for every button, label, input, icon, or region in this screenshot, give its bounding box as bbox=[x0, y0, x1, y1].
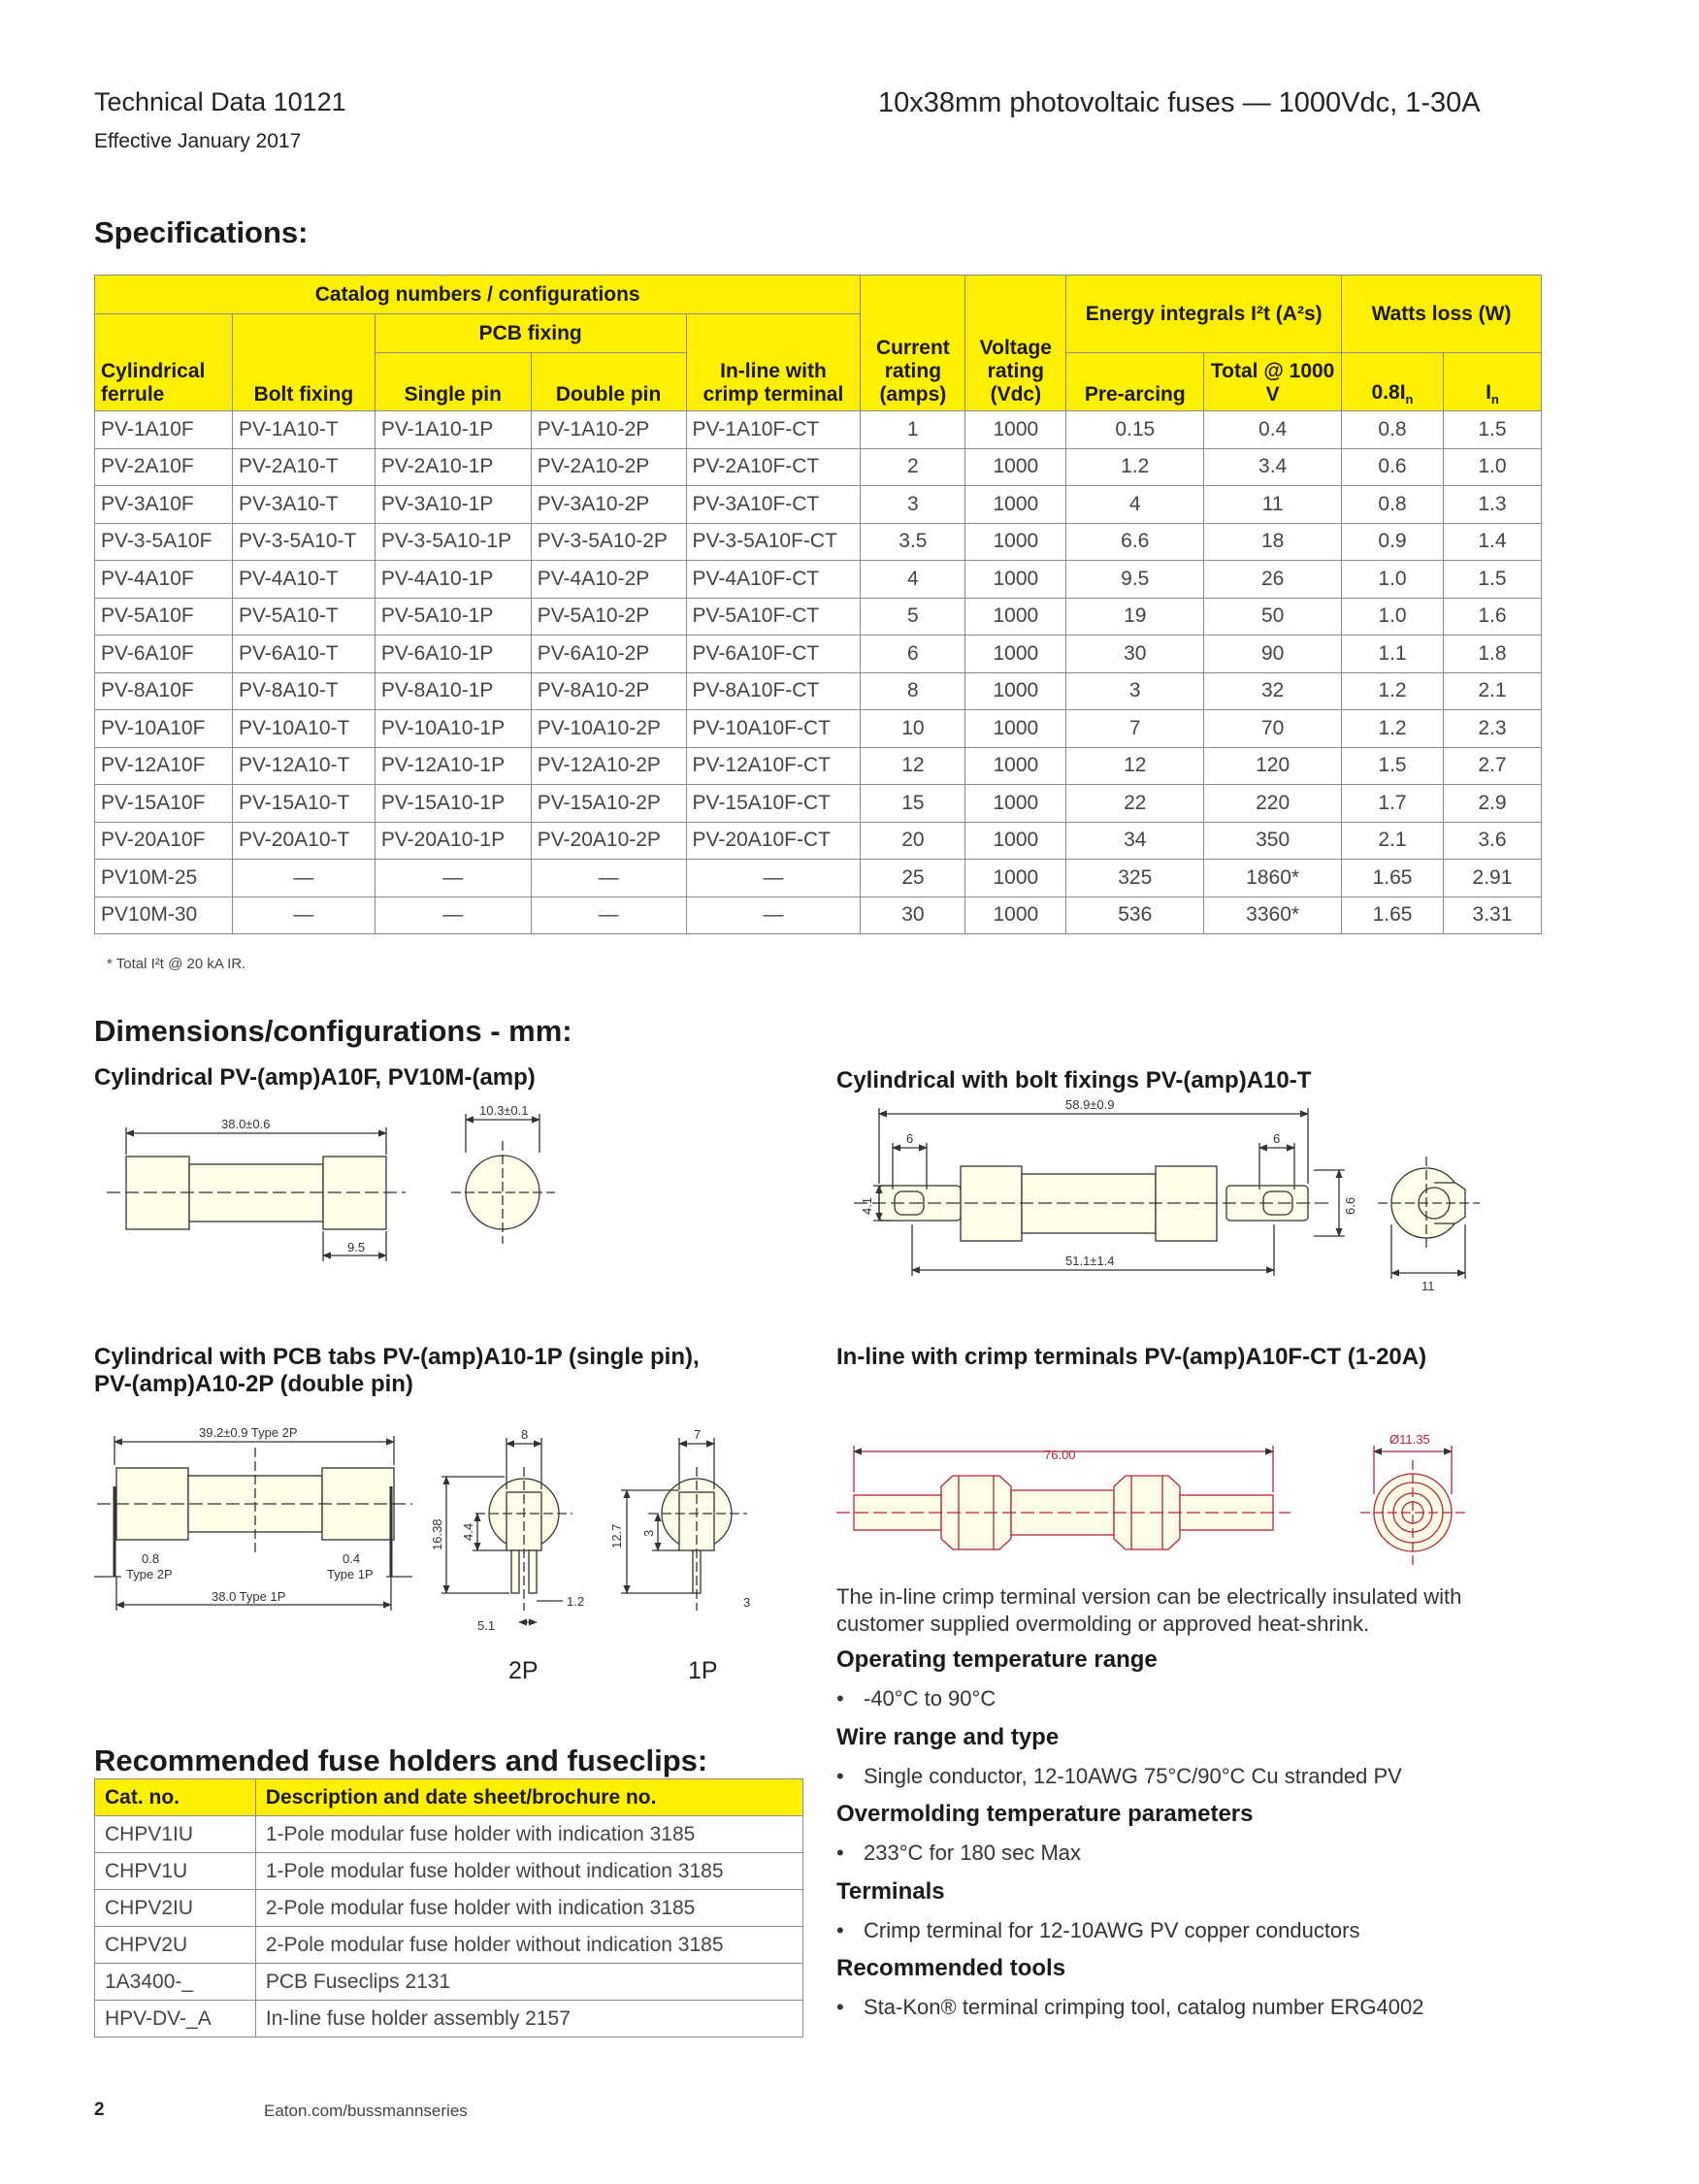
table-cell: PV10M-30 bbox=[95, 896, 233, 934]
op-temp-title: Operating temperature range bbox=[836, 1646, 1158, 1673]
table-cell: — bbox=[531, 896, 686, 934]
table-cell: PV-8A10-1P bbox=[375, 672, 531, 710]
table-cell: 20 bbox=[861, 822, 965, 860]
table-cell: 10 bbox=[861, 710, 965, 748]
table-cell: PV-3-5A10F-CT bbox=[686, 523, 861, 561]
header-watts-08in: $0.8I_n$ bbox=[1342, 353, 1444, 411]
table-cell: PV-10A10-2P bbox=[531, 710, 686, 748]
inline-description: The in-line crimp terminal version can be electrically insulated with customer supplied overmolding or approved heat-shrink. bbox=[836, 1584, 1462, 1636]
cylindrical-title: Cylindrical PV-(amp)A10F, PV10M-(amp) bbox=[94, 1064, 536, 1091]
header-cylindrical: Cylindrical ferrule bbox=[95, 314, 233, 411]
table-cell: 1.2 bbox=[1066, 448, 1204, 486]
table-cell: PV-10A10-T bbox=[232, 710, 375, 748]
table-cell: PV-3-5A10-T bbox=[232, 523, 375, 561]
table-cell: 6 bbox=[861, 636, 965, 673]
bolt-h1-label: 4.1 bbox=[860, 1196, 874, 1215]
p1-height-label: 12.7 bbox=[609, 1523, 624, 1548]
table-cell: 1.0 bbox=[1342, 561, 1444, 599]
table-cell: 5 bbox=[861, 598, 965, 636]
table-cell: PV-1A10F-CT bbox=[686, 411, 861, 449]
table-cell: PV-15A10-1P bbox=[375, 785, 531, 823]
table-cell: 7 bbox=[1066, 710, 1204, 748]
table-cell: 2.1 bbox=[1342, 822, 1444, 860]
table-cell: 220 bbox=[1204, 785, 1342, 823]
cylindrical-fuse-end-view bbox=[451, 1114, 555, 1244]
table-cell: CHPV2IU bbox=[95, 1890, 256, 1927]
header-pre-arcing: Pre-arcing bbox=[1066, 353, 1204, 411]
label-1p: 1P bbox=[688, 1657, 718, 1684]
tools-title: Recommended tools bbox=[836, 1955, 1066, 1981]
table-cell: PV-8A10F-CT bbox=[686, 672, 861, 710]
table-cell: PV-15A10F-CT bbox=[686, 785, 861, 823]
terminals-value: • Crimp terminal for 12-10AWG PV copper conductors bbox=[864, 1918, 1360, 1943]
table-cell: 1.5 bbox=[1342, 747, 1444, 785]
table-cell: 120 bbox=[1204, 747, 1342, 785]
table-cell: 1000 bbox=[965, 598, 1066, 636]
table-cell: PV-4A10F bbox=[95, 561, 233, 599]
table-cell: 50 bbox=[1204, 598, 1342, 636]
page-title: 10x38mm photovoltaic fuses — 1000Vdc, 1-30A bbox=[878, 87, 1481, 118]
inline-diameter-label: Ø11.35 bbox=[1389, 1432, 1430, 1447]
op-temp-value: • -40°C to 90°C bbox=[864, 1686, 996, 1711]
table-row bbox=[95, 1964, 803, 2001]
pcb-body-label: 38.0 Type 1P bbox=[212, 1589, 286, 1604]
p2-height2-label: 4.4 bbox=[461, 1522, 475, 1541]
table-cell: 1000 bbox=[965, 636, 1066, 673]
table-cell: 9.5 bbox=[1066, 561, 1204, 599]
table-cell: PV10M-25 bbox=[95, 860, 233, 897]
terminals-title: Terminals bbox=[836, 1878, 945, 1905]
header-bolt: Bolt fixing bbox=[232, 314, 375, 411]
header-double-pin: Double pin bbox=[531, 353, 686, 411]
table-cell: 15 bbox=[861, 785, 965, 823]
table-cell: PV-8A10-T bbox=[232, 672, 375, 710]
table-cell: PV-20A10F bbox=[95, 822, 233, 860]
table-cell: — bbox=[531, 860, 686, 897]
table-cell: PV-4A10-T bbox=[232, 561, 375, 599]
table-cell: PV-3A10-T bbox=[232, 486, 375, 524]
table-cell: 325 bbox=[1066, 860, 1204, 897]
header-energy-group: Energy integrals I²t (A²s) bbox=[1066, 276, 1342, 353]
specifications-footnote: * Total I²t @ 20 kA IR. bbox=[107, 956, 246, 972]
table-cell: 1000 bbox=[965, 561, 1066, 599]
cyl-cap-label: 9.5 bbox=[347, 1240, 366, 1255]
table-cell: PV-2A10-1P bbox=[375, 448, 531, 486]
table-cell: 1000 bbox=[965, 523, 1066, 561]
p1-width-label: 7 bbox=[694, 1427, 702, 1442]
table-cell: 1.6 bbox=[1443, 598, 1541, 636]
table-cell: PV-10A10-1P bbox=[375, 710, 531, 748]
holders-heading: Recommended fuse holders and fuseclips: bbox=[94, 1744, 708, 1777]
bolt-side-label: 11 bbox=[1421, 1279, 1435, 1293]
header-inline: In-line with crimp terminal bbox=[686, 314, 861, 411]
table-cell: 1.65 bbox=[1342, 860, 1444, 897]
table-cell: 4 bbox=[861, 561, 965, 599]
table-cell: CHPV1IU bbox=[95, 1816, 256, 1853]
table-cell: PV-20A10-1P bbox=[375, 822, 531, 860]
pcb-1p-pin-b: Type 1P bbox=[327, 1567, 374, 1581]
table-cell: PV-6A10-2P bbox=[531, 636, 686, 673]
table-cell: 1000 bbox=[965, 672, 1066, 710]
table-cell: 1-Pole modular fuse holder with indication 3185 bbox=[255, 1816, 802, 1853]
table-cell: 1000 bbox=[965, 486, 1066, 524]
table-cell: PV-5A10F-CT bbox=[686, 598, 861, 636]
header-total: Total @ 1000 V bbox=[1204, 353, 1342, 411]
table-cell: PV-2A10-2P bbox=[531, 448, 686, 486]
table-row bbox=[95, 2001, 803, 2037]
table-cell: PV-5A10-T bbox=[232, 598, 375, 636]
header-voltage: Voltage rating (Vdc) bbox=[965, 276, 1066, 411]
table-cell: 1000 bbox=[965, 448, 1066, 486]
inline-length-label: 76.00 bbox=[1044, 1448, 1076, 1462]
footer-url: Eaton.com/bussmannseries bbox=[264, 2102, 468, 2120]
inline-title: In-line with crimp terminals PV-(amp)A10F-CT (1-20A) bbox=[836, 1344, 1427, 1370]
inline-fuse-end-view bbox=[1360, 1446, 1465, 1565]
table-row bbox=[95, 1890, 803, 1927]
table-cell: PV-12A10-2P bbox=[531, 747, 686, 785]
label-2p: 2P bbox=[508, 1657, 539, 1684]
table-cell: PV-15A10F bbox=[95, 785, 233, 823]
table-cell: PV-5A10-2P bbox=[531, 598, 686, 636]
cyl-length-label: 38.0±0.6 bbox=[221, 1117, 271, 1131]
p2-base-label: 5.1 bbox=[477, 1618, 496, 1633]
table-cell: PV-1A10-1P bbox=[375, 411, 531, 449]
table-cell: PV-6A10-T bbox=[232, 636, 375, 673]
table-cell: 70 bbox=[1204, 710, 1342, 748]
table-cell: 12 bbox=[861, 747, 965, 785]
overmold-title: Overmolding temperature parameters bbox=[836, 1801, 1254, 1827]
table-cell: 1.1 bbox=[1342, 636, 1444, 673]
doc-number: Technical Data 10121 bbox=[94, 87, 346, 116]
table-cell: 2.91 bbox=[1443, 860, 1541, 897]
table-cell: PV-10A10F-CT bbox=[686, 710, 861, 748]
table-cell: 1000 bbox=[965, 710, 1066, 748]
table-cell: 1.0 bbox=[1342, 598, 1444, 636]
table-cell: 1.5 bbox=[1443, 561, 1541, 599]
table-cell: 1000 bbox=[965, 860, 1066, 897]
header-current: Current rating (amps) bbox=[861, 276, 965, 411]
bolt-fuse-end-view bbox=[1378, 1157, 1480, 1279]
bolt-title: Cylindrical with bolt fixings PV-(amp)A10-T bbox=[836, 1067, 1312, 1093]
table-cell: PV-10A10F bbox=[95, 710, 233, 748]
table-cell: — bbox=[232, 896, 375, 934]
pcb-1p-end-view bbox=[621, 1438, 747, 1611]
table-cell: CHPV1U bbox=[95, 1853, 256, 1890]
table-cell: PV-3-5A10-2P bbox=[531, 523, 686, 561]
table-cell: PV-2A10F bbox=[95, 448, 233, 486]
pcb-2p-pin-b: Type 2P bbox=[126, 1567, 173, 1581]
table-cell: PV-6A10F-CT bbox=[686, 636, 861, 673]
table-cell: 2-Pole modular fuse holder without indication 3185 bbox=[255, 1927, 802, 1964]
table-cell: PV-20A10F-CT bbox=[686, 822, 861, 860]
table-cell: 4 bbox=[1066, 486, 1204, 524]
header-catalog-group: Catalog numbers / configurations bbox=[95, 276, 861, 314]
table-cell: PV-8A10F bbox=[95, 672, 233, 710]
table-cell: 0.6 bbox=[1342, 448, 1444, 486]
table-cell: 0.9 bbox=[1342, 523, 1444, 561]
table-cell: PV-12A10F bbox=[95, 747, 233, 785]
table-cell: PV-1A10F bbox=[95, 411, 233, 449]
p2-height-label: 16.38 bbox=[430, 1518, 444, 1550]
header-single-pin: Single pin bbox=[375, 353, 531, 411]
table-cell: 2.9 bbox=[1443, 785, 1541, 823]
table-cell: 26 bbox=[1204, 561, 1342, 599]
page-number: 2 bbox=[94, 2100, 105, 2120]
table-cell: PV-3-5A10-1P bbox=[375, 523, 531, 561]
table-cell: PV-8A10-2P bbox=[531, 672, 686, 710]
table-cell: 2.7 bbox=[1443, 747, 1541, 785]
holders-header-desc: Description and date sheet/brochure no. bbox=[255, 1779, 802, 1816]
table-cell: PV-2A10F-CT bbox=[686, 448, 861, 486]
holders-header-cat: Cat. no. bbox=[95, 1779, 256, 1816]
table-cell: 2-Pole modular fuse holder with indication 3185 bbox=[255, 1890, 802, 1927]
table-cell: 25 bbox=[861, 860, 965, 897]
table-cell: 18 bbox=[1204, 523, 1342, 561]
table-cell: 1.65 bbox=[1342, 896, 1444, 934]
table-cell: PV-5A10-1P bbox=[375, 598, 531, 636]
pcb-title-2: PV-(amp)A10-2P (double pin) bbox=[94, 1371, 413, 1397]
table-cell: PV-4A10-1P bbox=[375, 561, 531, 599]
tools-value: • Sta-Kon® terminal crimping tool, catalog number ERG4002 bbox=[864, 1995, 1424, 2020]
table-cell: 2.3 bbox=[1443, 710, 1541, 748]
table-cell: 8 bbox=[861, 672, 965, 710]
holders-table bbox=[94, 1778, 803, 2037]
table-cell: PV-12A10-T bbox=[232, 747, 375, 785]
table-cell: PV-4A10-2P bbox=[531, 561, 686, 599]
pcb-fuse-side-view bbox=[94, 1436, 412, 1611]
table-cell: 1.5 bbox=[1443, 411, 1541, 449]
table-cell: HPV-DV-_A bbox=[95, 2001, 256, 2037]
table-cell: PV-1A10-2P bbox=[531, 411, 686, 449]
table-cell: PV-15A10-2P bbox=[531, 785, 686, 823]
table-cell: — bbox=[232, 860, 375, 897]
table-cell: 2.1 bbox=[1443, 672, 1541, 710]
table-cell: 3.5 bbox=[861, 523, 965, 561]
table-row bbox=[95, 1816, 803, 1853]
table-cell: 12 bbox=[1066, 747, 1204, 785]
table-cell: — bbox=[686, 860, 861, 897]
table-row bbox=[95, 1853, 803, 1890]
specifications-heading: Specifications: bbox=[94, 215, 309, 249]
table-cell: 0.8 bbox=[1342, 411, 1444, 449]
p1-height2-label: 3 bbox=[641, 1529, 656, 1537]
table-cell: 536 bbox=[1066, 896, 1204, 934]
dimensions-heading: Dimensions/configurations - mm: bbox=[94, 1014, 572, 1048]
p2-width-label: 8 bbox=[521, 1427, 529, 1442]
table-cell: PV-20A10-T bbox=[232, 822, 375, 860]
table-cell: 1-Pole modular fuse holder without indication 3185 bbox=[255, 1853, 802, 1890]
header-pcb-group: PCB fixing bbox=[375, 314, 686, 353]
table-cell: PV-3A10F-CT bbox=[686, 486, 861, 524]
table-cell: 30 bbox=[861, 896, 965, 934]
bolt-inner-label: 51.1±1.4 bbox=[1065, 1254, 1115, 1268]
table-cell: 3360* bbox=[1204, 896, 1342, 934]
table-cell: 1.8 bbox=[1443, 636, 1541, 673]
table-cell: 1860* bbox=[1204, 860, 1342, 897]
table-cell: 3.31 bbox=[1443, 896, 1541, 934]
table-cell: PV-3A10F bbox=[95, 486, 233, 524]
table-cell: 1000 bbox=[965, 822, 1066, 860]
table-cell: PV-6A10-1P bbox=[375, 636, 531, 673]
table-cell: 1.4 bbox=[1443, 523, 1541, 561]
table-cell: 32 bbox=[1204, 672, 1342, 710]
bolt-length-label: 58.9±0.9 bbox=[1065, 1097, 1115, 1112]
table-cell: — bbox=[686, 896, 861, 934]
overmold-value: • 233°C for 180 sec Max bbox=[864, 1841, 1081, 1866]
table-row bbox=[95, 1927, 803, 1964]
table-cell: 1000 bbox=[965, 785, 1066, 823]
table-cell: PV-2A10-T bbox=[232, 448, 375, 486]
bolt-fuse-side-view bbox=[854, 1108, 1345, 1276]
table-cell: 34 bbox=[1066, 822, 1204, 860]
table-cell: 3.4 bbox=[1204, 448, 1342, 486]
table-cell: 1.2 bbox=[1342, 710, 1444, 748]
wire-value: • Single conductor, 12-10AWG 75°C/90°C Cu stranded PV bbox=[864, 1764, 1402, 1789]
table-cell: PV-5A10F bbox=[95, 598, 233, 636]
table-cell: PCB Fuseclips 2131 bbox=[255, 1964, 802, 2001]
table-cell: 1.0 bbox=[1443, 448, 1541, 486]
table-cell: 350 bbox=[1204, 822, 1342, 860]
pcb-1p-pin-a: 0.4 bbox=[343, 1551, 361, 1566]
p2-pin-label: 1.2 bbox=[567, 1594, 585, 1609]
table-cell: PV-1A10-T bbox=[232, 411, 375, 449]
table-cell: PV-6A10F bbox=[95, 636, 233, 673]
table-cell: 1.3 bbox=[1443, 486, 1541, 524]
table-cell: 1000 bbox=[965, 411, 1066, 449]
table-cell: PV-12A10-1P bbox=[375, 747, 531, 785]
table-cell: 0.4 bbox=[1204, 411, 1342, 449]
table-cell: CHPV2U bbox=[95, 1927, 256, 1964]
header-watts-group: Watts loss (W) bbox=[1342, 276, 1542, 353]
table-cell: 0.15 bbox=[1066, 411, 1204, 449]
table-cell: 19 bbox=[1066, 598, 1204, 636]
table-cell: PV-3-5A10F bbox=[95, 523, 233, 561]
table-cell: 1000 bbox=[965, 896, 1066, 934]
table-cell: PV-3A10-2P bbox=[531, 486, 686, 524]
table-cell: 22 bbox=[1066, 785, 1204, 823]
table-cell: 1 bbox=[861, 411, 965, 449]
table-cell: 1000 bbox=[965, 747, 1066, 785]
table-cell: — bbox=[375, 860, 531, 897]
effective-date: Effective January 2017 bbox=[94, 130, 302, 152]
bolt-tab2-label: 6 bbox=[1273, 1131, 1281, 1146]
table-cell: 90 bbox=[1204, 636, 1342, 673]
pcb-2p-pin-a: 0.8 bbox=[142, 1551, 160, 1566]
table-cell: 1.7 bbox=[1342, 785, 1444, 823]
table-cell: — bbox=[375, 896, 531, 934]
table-cell: 11 bbox=[1204, 486, 1342, 524]
table-cell: In-line fuse holder assembly 2157 bbox=[255, 2001, 802, 2037]
table-cell: 1.2 bbox=[1342, 672, 1444, 710]
table-cell: 1A3400-_ bbox=[95, 1964, 256, 2001]
table-cell: 0.8 bbox=[1342, 486, 1444, 524]
pcb-title-1: Cylindrical with PCB tabs PV-(amp)A10-1P (single pin), bbox=[94, 1344, 700, 1370]
wire-title: Wire range and type bbox=[836, 1724, 1060, 1750]
bolt-h2-label: 6.6 bbox=[1343, 1196, 1357, 1215]
cyl-diameter-label: 10.3±0.1 bbox=[479, 1103, 529, 1118]
table-cell: 3 bbox=[1066, 672, 1204, 710]
table-cell: PV-12A10F-CT bbox=[686, 747, 861, 785]
pcb-length-label: 39.2±0.9 Type 2P bbox=[199, 1425, 298, 1440]
table-cell: PV-15A10-T bbox=[232, 785, 375, 823]
p1-pin-label: 3 bbox=[743, 1595, 751, 1610]
table-cell: 3 bbox=[861, 486, 965, 524]
table-cell: 6.6 bbox=[1066, 523, 1204, 561]
header-watts-in: $I_n$ bbox=[1443, 353, 1541, 411]
table-cell: 2 bbox=[861, 448, 965, 486]
bolt-tab1-label: 6 bbox=[906, 1131, 914, 1146]
table-cell: PV-20A10-2P bbox=[531, 822, 686, 860]
table-cell: 3.6 bbox=[1443, 822, 1541, 860]
table-cell: PV-3A10-1P bbox=[375, 486, 531, 524]
table-cell: 30 bbox=[1066, 636, 1204, 673]
table-cell: PV-4A10F-CT bbox=[686, 561, 861, 599]
